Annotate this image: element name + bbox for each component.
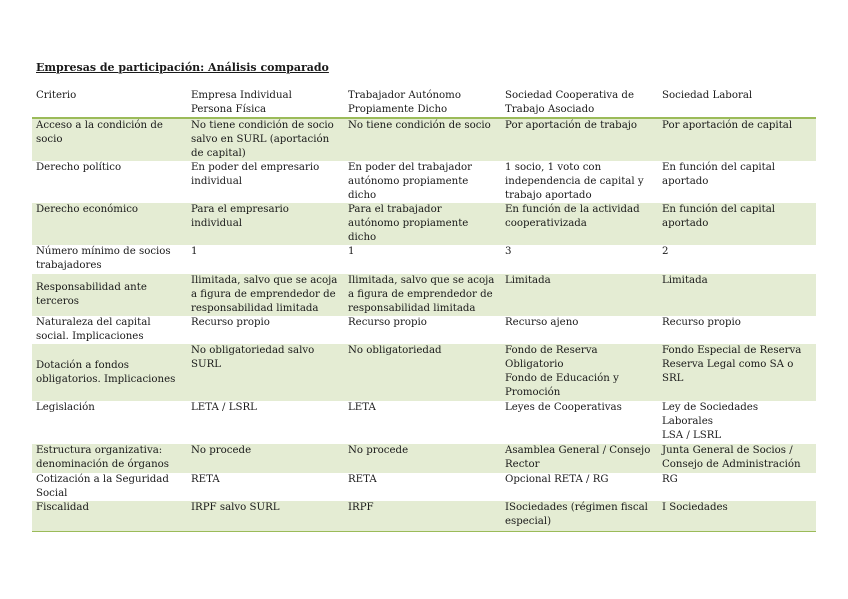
value-cell: LETA [348, 402, 376, 413]
value-cell: Por aportación de capital [658, 118, 816, 161]
value-cell: No tiene condición de socio [344, 118, 501, 161]
value-cell: ISociedades (régimen fiscal especial) [501, 501, 658, 531]
criterion-cell: Derecho económico [32, 203, 187, 245]
value-cell: Ilimitada, salvo que se acoja a figura de emprendedor de responsabilidad limitada [187, 274, 344, 316]
table-row [32, 501, 816, 531]
value-cell: En poder del trabajador autónomo propiamente dicho [348, 162, 472, 201]
table-row [32, 274, 816, 316]
comparison-table [32, 87, 816, 532]
value-cell: Para el trabajador autónomo propiamente dicho [344, 203, 501, 245]
value-cell: I Sociedades [658, 501, 816, 531]
value-cell: En función de la actividad cooperativizada [501, 203, 658, 245]
value-cell: IRPF [344, 501, 501, 531]
value-cell: No obligatoriedad salvo SURL [187, 344, 344, 401]
value-cell: Recurso ajeno [505, 317, 579, 328]
value-cell: Ley de Sociedades Laborales LSA / LSRL [662, 402, 759, 441]
header-empresa-individual: Empresa Individual Persona Física [187, 87, 344, 118]
value-cell: Ilimitada, salvo que se acoja a figura de emprendedor de responsabilidad limitada [344, 274, 501, 316]
table-row [32, 344, 816, 401]
criterion-cell: Cotización a la Seguridad Social [36, 474, 169, 499]
value-cell: Recurso propio [348, 317, 427, 328]
value-cell: RETA [191, 474, 220, 485]
criterion-cell: Número mínimo de socios trabajadores [36, 246, 171, 271]
document-title: Empresas de participación: Análisis comparado [36, 61, 329, 74]
header-sociedad-laboral: Sociedad Laboral [658, 87, 816, 118]
table-row [32, 444, 816, 473]
value-cell: 3 [505, 246, 512, 257]
value-cell: LETA / LSRL [191, 402, 257, 413]
value-cell: 1 socio, 1 voto con independencia de capital y trabajo aportado [505, 162, 644, 201]
value-cell: Fondo de Reserva Obligatorio Fondo de Educación y Promoción [501, 344, 658, 401]
value-cell: 1 [191, 246, 198, 257]
table-row [32, 161, 816, 203]
value-cell: Fondo Especial de Reserva Reserva Legal como SA o SRL [658, 344, 816, 401]
value-cell: 1 [348, 246, 355, 257]
value-cell: 2 [662, 246, 669, 257]
value-cell: Limitada [658, 274, 816, 316]
table-row [32, 473, 816, 501]
value-cell: En función del capital aportado [662, 162, 776, 187]
value-cell: Junta General de Socios / Consejo de Administración [658, 444, 816, 473]
table-row [32, 203, 816, 245]
header-trabajador-autonomo: Trabajador Autónomo Propiamente Dicho [344, 87, 501, 118]
value-cell: Leyes de Cooperativas [505, 402, 622, 413]
criterion-cell: Derecho político [36, 162, 122, 173]
value-cell: Limitada [501, 274, 658, 316]
table-row [32, 316, 816, 344]
value-cell: RETA [348, 474, 377, 485]
table-row [32, 245, 816, 274]
criterion-cell: Responsabilidad ante terceros [32, 274, 187, 316]
value-cell: Recurso propio [662, 317, 741, 328]
criterion-cell: Dotación a fondos obligatorios. Implicaciones [32, 344, 187, 401]
header-criterio: Criterio [32, 87, 187, 118]
criterion-cell: Estructura organizativa: denominación de órganos [32, 444, 187, 473]
value-cell: En poder del empresario individual [191, 162, 320, 187]
value-cell: No procede [187, 444, 344, 473]
value-cell: Opcional RETA / RG [505, 474, 609, 485]
header-cooperativa: Sociedad Cooperativa de Trabajo Asociado [501, 87, 658, 118]
value-cell: RG [662, 474, 678, 485]
criterion-cell: Fiscalidad [32, 501, 187, 531]
table-row [32, 118, 816, 161]
value-cell: No procede [344, 444, 501, 473]
value-cell: No tiene condición de socio salvo en SURL (aportación de capital) [187, 118, 344, 161]
criterion-cell: Naturaleza del capital social. Implicaciones [36, 317, 151, 342]
value-cell: Recurso propio [191, 317, 270, 328]
value-cell: En función del capital aportado [658, 203, 816, 245]
table-row [32, 401, 816, 444]
value-cell: Asamblea General / Consejo Rector [501, 444, 658, 473]
value-cell: Para el empresario individual [187, 203, 344, 245]
value-cell: IRPF salvo SURL [187, 501, 344, 531]
value-cell: No obligatoriedad [344, 344, 501, 401]
criterion-cell: Legislación [36, 402, 95, 413]
value-cell: Por aportación de trabajo [501, 118, 658, 161]
criterion-cell: Acceso a la condición de socio [32, 118, 187, 161]
table-header-row [32, 87, 816, 118]
